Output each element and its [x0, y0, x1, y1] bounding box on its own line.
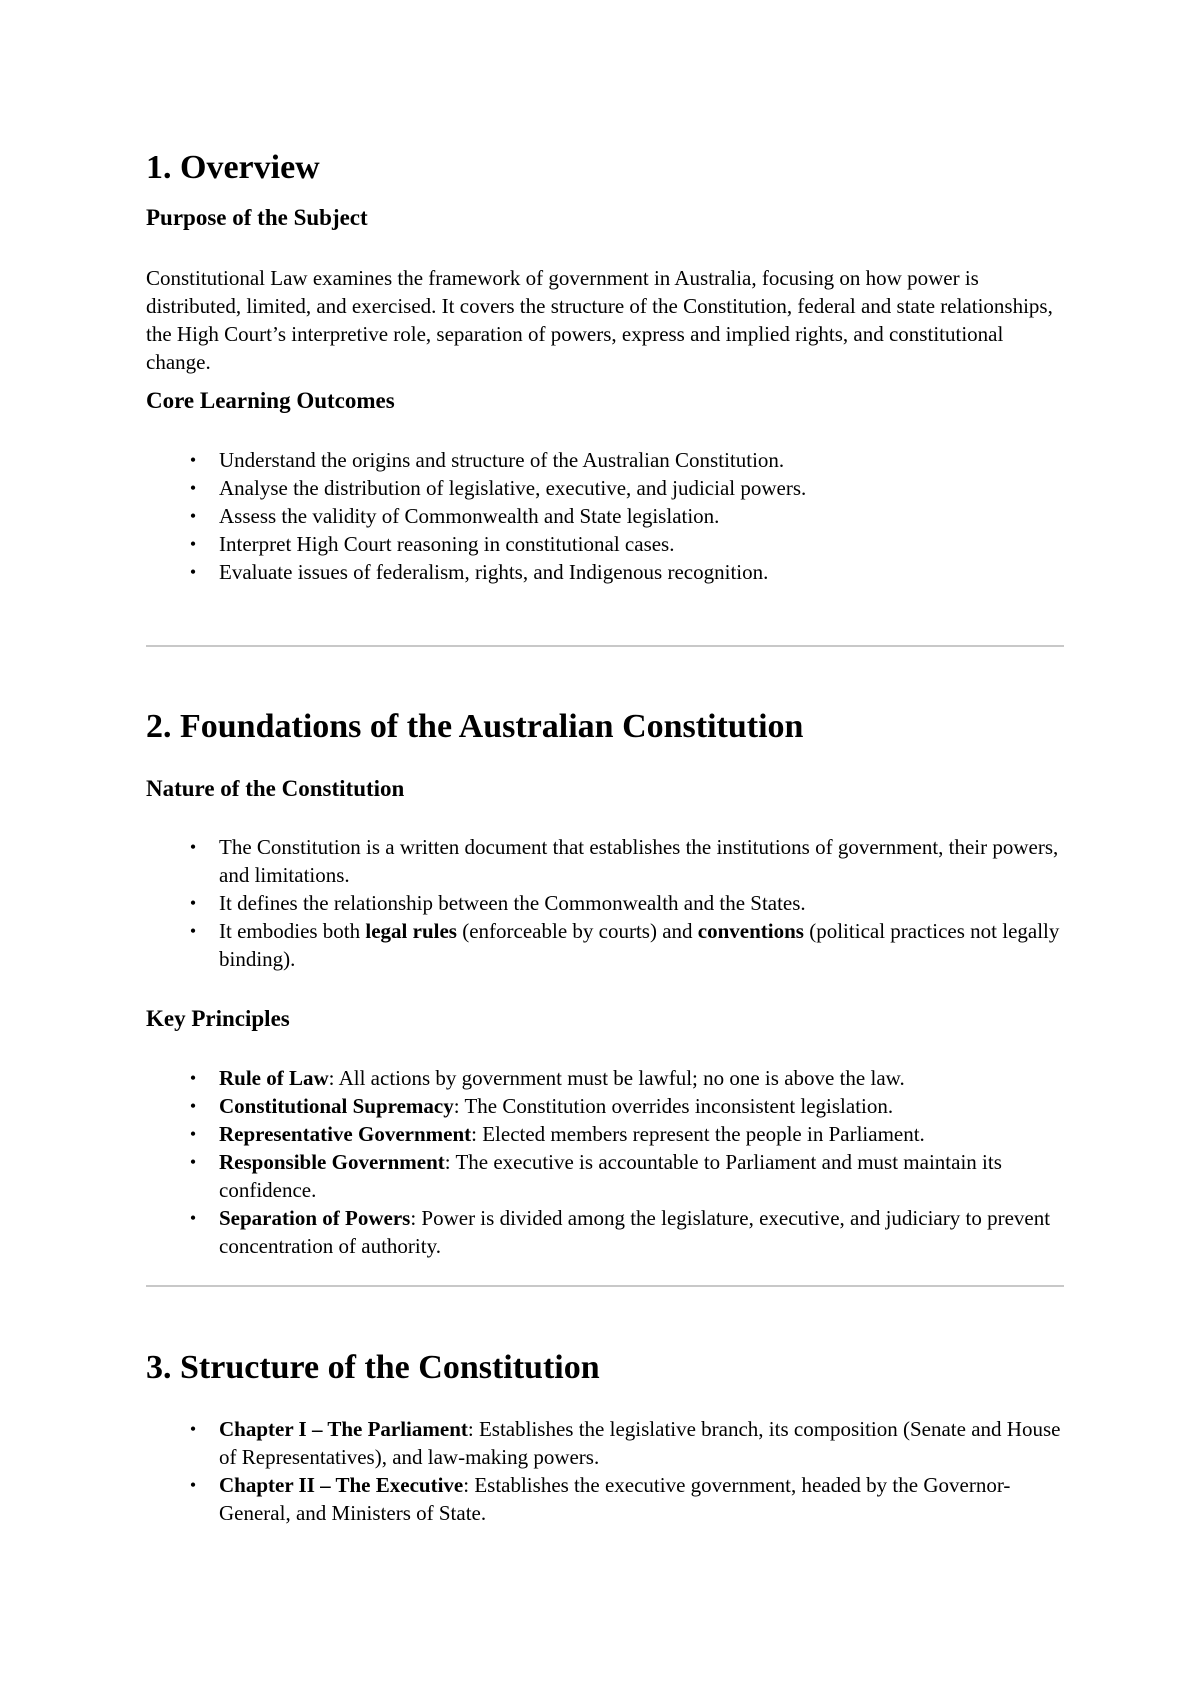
- purpose-subheading: Purpose of the Subject: [146, 205, 368, 230]
- bullet-icon: •: [189, 562, 197, 582]
- principle-term: Rule of Law: [219, 1066, 329, 1090]
- nature-list: [146, 833, 1064, 973]
- list-item: • Separation of Powers: Power is divided among the legislature, executive, and judiciary to prevent concentration of authority.: [146, 1204, 1064, 1260]
- principle-term: Representative Government: [219, 1122, 472, 1146]
- list-item: • Responsible Government: The executive is accountable to Parliament and must maintain its confidence.: [146, 1148, 1064, 1204]
- list-item: • Assess the validity of Commonwealth and State legislation.: [146, 502, 1064, 530]
- bullet-icon: •: [189, 1152, 197, 1172]
- term-legal-rules: legal rules: [365, 919, 457, 943]
- purpose-paragraph: Constitutional Law examines the framework of government in Australia, focusing on how power is distributed, limited, and exercised. It covers the structure of the Constitution, federal and state relationships, the High Court’s interpretive role, separation of powers, express and implied rights, and constitutional change.: [146, 266, 1053, 374]
- list-item: • Understand the origins and structure of the Australian Constitution.: [146, 446, 1064, 474]
- bullet-icon: •: [189, 506, 197, 526]
- outcomes-list: [146, 446, 1064, 586]
- bullet-icon: •: [189, 1419, 197, 1439]
- list-item: • Constitutional Supremacy: The Constitution overrides inconsistent legislation.: [146, 1092, 1064, 1120]
- list-item: • It defines the relationship between the Commonwealth and the States.: [146, 889, 1064, 917]
- bullet-icon: •: [189, 1208, 197, 1228]
- section-3-heading: 3. Structure of the Constitution: [146, 1349, 600, 1386]
- bullet-icon: •: [189, 534, 197, 554]
- list-item: • Representative Government: Elected members represent the people in Parliament.: [146, 1120, 1064, 1148]
- principle-term: Responsible Government: [219, 1150, 445, 1174]
- list-item: • Chapter I – The Parliament: Establishes the legislative branch, its composition (Senate and House of Representatives), and law-making powers.: [146, 1415, 1064, 1471]
- bullet-icon: •: [189, 921, 197, 941]
- chapter-term: Chapter I – The Parliament: [219, 1417, 468, 1441]
- list-item: • Rule of Law: All actions by government must be lawful; no one is above the law.: [146, 1064, 1064, 1092]
- list-item: • Analyse the distribution of legislative, executive, and judicial powers.: [146, 474, 1064, 502]
- bullet-icon: •: [189, 837, 197, 857]
- principle-term: Constitutional Supremacy: [219, 1094, 454, 1118]
- principle-term: Separation of Powers: [219, 1206, 411, 1230]
- outcomes-subheading: Core Learning Outcomes: [146, 388, 395, 413]
- bullet-icon: •: [189, 1068, 197, 1088]
- bullet-icon: •: [189, 1096, 197, 1116]
- principles-subheading: Key Principles: [146, 1006, 290, 1031]
- bullet-icon: •: [189, 1475, 197, 1495]
- section-2-heading: 2. Foundations of the Australian Constitution: [146, 708, 804, 745]
- list-item: • The Constitution is a written document that establishes the institutions of government, their powers, and limitations.: [146, 833, 1064, 889]
- bullet-icon: •: [189, 893, 197, 913]
- section-divider: [146, 645, 1064, 647]
- list-item: • It embodies both legal rules (enforceable by courts) and conventions (political practices not legally binding).: [146, 917, 1064, 973]
- term-conventions: conventions: [697, 919, 804, 943]
- list-item: • Chapter II – The Executive: Establishes the executive government, headed by the Governor-General, and Ministers of State.: [146, 1471, 1064, 1527]
- bullet-icon: •: [189, 450, 197, 470]
- chapters-list: [146, 1415, 1064, 1527]
- principles-list: [146, 1064, 1064, 1260]
- bullet-icon: •: [189, 1124, 197, 1144]
- list-item: • Evaluate issues of federalism, rights, and Indigenous recognition.: [146, 558, 1064, 586]
- section-1-heading: 1. Overview: [146, 149, 320, 186]
- nature-subheading: Nature of the Constitution: [146, 776, 405, 801]
- list-item: • Interpret High Court reasoning in constitutional cases.: [146, 530, 1064, 558]
- chapter-term: Chapter II – The Executive: [219, 1473, 464, 1497]
- section-divider: [146, 1285, 1064, 1287]
- bullet-icon: •: [189, 478, 197, 498]
